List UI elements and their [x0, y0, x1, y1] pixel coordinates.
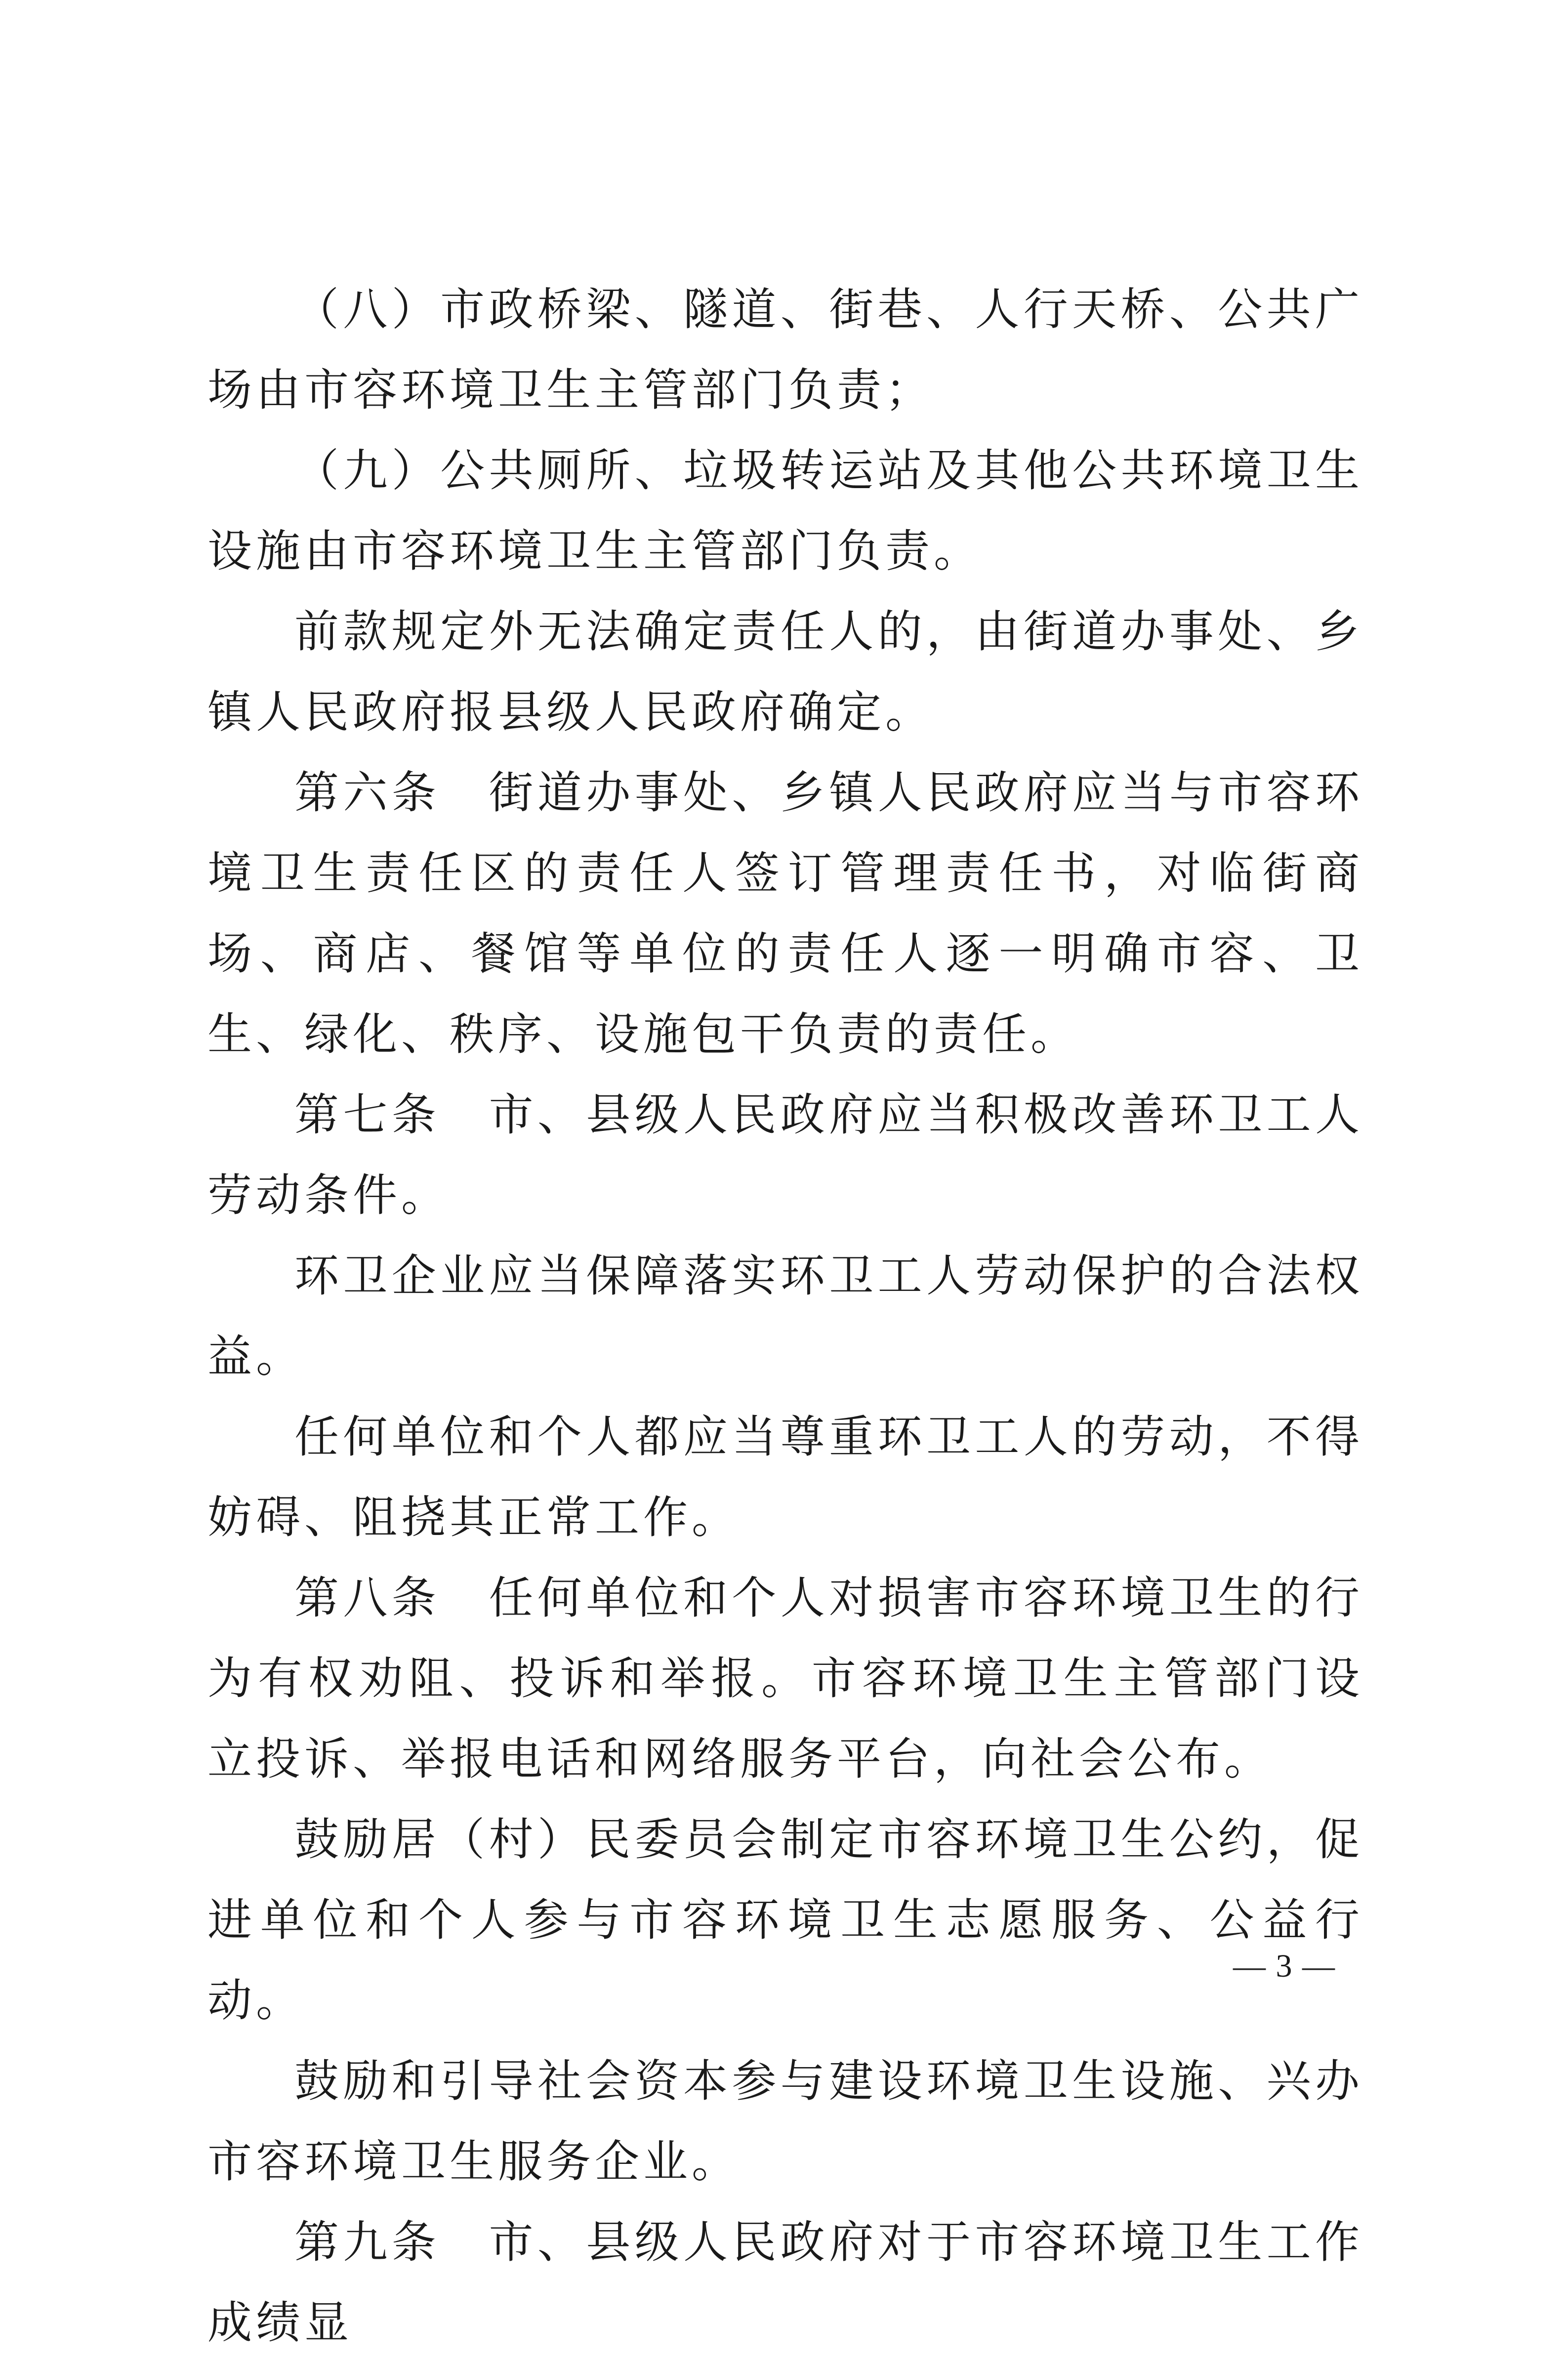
paragraph-article-8-social-capital: 鼓励和引导社会资本参与建设环境卫生设施、兴办市容环境卫生服务企业。: [207, 2055, 1363, 2188]
paragraph-item-9: （九）公共厕所、垃圾转运站及其他公共环境卫生设施由市容环境卫生主管部门负责。: [207, 445, 1363, 577]
paragraph-article-6: 第六条 街道办事处、乡镇人民政府应当与市容环境卫生责任区的责任人签订管理责任书，对临街商场、商店、餐馆等单位的责任人逐一明确市容、卫生、绿化、秩序、设施包干负责的责任。: [207, 767, 1363, 1060]
paragraph-article-7-respect: 任何单位和个人都应当尊重环卫工人的劳动，不得妨碍、阻挠其正常工作。: [207, 1411, 1363, 1543]
paragraph-item-8: （八）市政桥梁、隧道、街巷、人行天桥、公共广场由市容环境卫生主管部门负责；: [207, 284, 1363, 416]
paragraph-article-8: 第八条 任何单位和个人对损害市容环境卫生的行为有权劝阻、投诉和举报。市容环境卫生主管部门设立投诉、举报电话和网络服务平台，向社会公布。: [207, 1572, 1363, 1785]
paragraph-responsibility-fallback: 前款规定外无法确定责任人的，由街道办事处、乡镇人民政府报县级人民政府确定。: [207, 606, 1363, 738]
paragraph-article-8-convention: 鼓励居（村）民委员会制定市容环境卫生公约，促进单位和个人参与市容环境卫生志愿服务、公益行动。: [207, 1814, 1363, 2027]
paragraph-article-9: 第九条 市、县级人民政府对于市容环境卫生工作成绩显: [207, 2216, 1363, 2349]
paragraph-article-7-workers-rights: 环卫企业应当保障落实环卫工人劳动保护的合法权益。: [207, 1250, 1363, 1382]
paragraph-article-7: 第七条 市、县级人民政府应当积极改善环卫工人劳动条件。: [207, 1089, 1363, 1221]
page-number: — 3 —: [1233, 1948, 1336, 1984]
body-text: [207, 269, 1363, 2363]
